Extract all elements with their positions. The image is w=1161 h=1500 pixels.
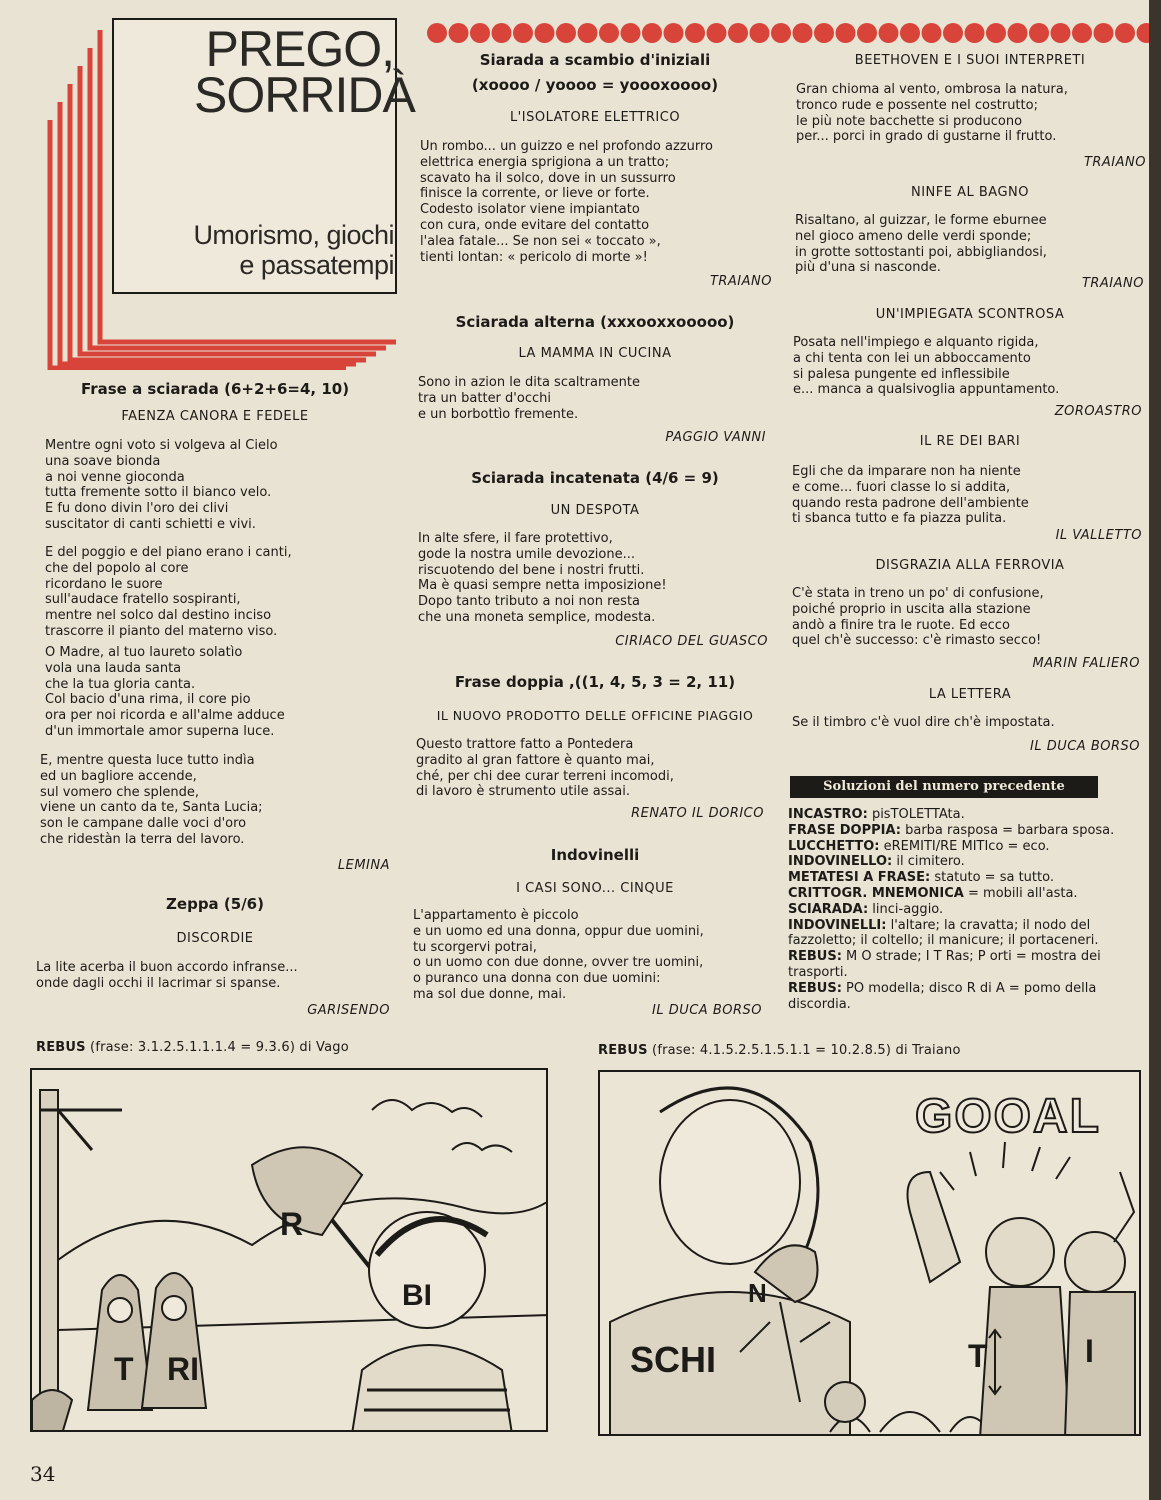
puzzle-subtitle: LA MAMMA IN CUCINA [518, 346, 672, 361]
puzzle-subtitle: L'ISOLATORE ELETTRICO [509, 110, 681, 125]
puzzle-subtitle: IL RE DEI BARI [919, 434, 1021, 449]
rebus2-letter-t: T [968, 1338, 988, 1374]
puzzle-author: PAGGIO VANNI [665, 430, 766, 445]
puzzle-author: TRAIANO [709, 274, 772, 289]
puzzle-subtitle: FAENZA CANORA E FEDELE [121, 409, 309, 424]
solution-label: SCIARADA: [788, 901, 869, 917]
rebus2-drawing [600, 1072, 1141, 1436]
puzzle-subtitle: DISGRAZIA ALLA FERROVIA [875, 558, 1065, 573]
decorative-dot [900, 23, 920, 43]
puzzle-verse: Gran chioma al vento, ombrosa la natura, tronco rude e possente nel costrutto; le più note bacchette si producono per... porci in grado di gustarne il frutto. [796, 82, 1068, 145]
solution-item [788, 839, 1143, 855]
solution-item [788, 854, 1143, 870]
solution-item [788, 918, 1143, 950]
rebus2-word-schi: SCHI [630, 1339, 717, 1380]
solution-label: LUCCHETTO: [788, 838, 880, 854]
logo-box [112, 18, 415, 294]
binding-edge [1149, 0, 1161, 1500]
logo-title-line2: SORRIDÀ [194, 67, 415, 123]
puzzle-title-sciarada-alterna: Sciarada alterna (xxxooxxooooo) [455, 313, 735, 331]
solution-label: INDOVINELLO: [788, 854, 893, 870]
decorative-dot [943, 23, 963, 43]
puzzle-title-sciarada-incatenata: Sciarada incatenata (4/6 = 9) [471, 469, 719, 487]
decorative-dot [470, 23, 490, 43]
solution-text: eREMITI/RE MITIco = eco. [879, 838, 1050, 854]
solution-label: CRITTOGR. MNEMONICA [788, 885, 964, 901]
decorative-dot [1094, 23, 1114, 43]
decorative-dot [556, 23, 576, 43]
decorative-dot [922, 23, 942, 43]
rebus1-caption-text: (frase: 3.1.2.5.1.1.1.4 = 9.3.6) di Vago [85, 1040, 349, 1055]
solution-label: METATESI A FRASE: [788, 870, 931, 886]
solution-item [788, 886, 1143, 902]
decorative-dot [1051, 23, 1071, 43]
rebus2-word-gooal: GOOAL [915, 1090, 1101, 1143]
decorative-dot [535, 23, 555, 43]
puzzle-verse: Risaltano, al guizzar, le forme eburnee nel gioco ameno delle verdi sponde; in grotte sottostanti poi, abbigliandosi, più d'una si nasconde. [795, 213, 1047, 276]
puzzle-title-zeppa: Zeppa (5/6) [166, 895, 264, 913]
solution-text: = mobili all'asta. [963, 885, 1078, 901]
decorative-dot-row [425, 20, 1161, 46]
rebus2-illustration [598, 1070, 1141, 1436]
puzzle-subtitle: DISCORDIE [176, 931, 254, 946]
solutions-list [788, 807, 1143, 1012]
rebus1-label: REBUS [36, 1040, 86, 1055]
solution-label: FRASE DOPPIA: [788, 822, 901, 838]
logo-title [194, 21, 415, 123]
decorative-dot [728, 23, 748, 43]
puzzle-subtitle: IL NUOVO PRODOTTO DELLE OFFICINE PIAGGIO [436, 708, 754, 723]
decorative-dot [685, 23, 705, 43]
puzzle-title-siarada-formula: (xoooo / yoooo = yoooxoooo) [471, 76, 719, 94]
decorative-dot [492, 23, 512, 43]
rebus1-letter-r: R [280, 1206, 304, 1242]
decorative-dot [814, 23, 834, 43]
puzzle-author: IL DUCA BORSO [1029, 739, 1140, 754]
rebus1-drawing [32, 1070, 548, 1432]
puzzle-author: IL DUCA BORSO [651, 1003, 762, 1018]
decorative-dot [1029, 23, 1049, 43]
decorative-dot [879, 23, 899, 43]
solution-label: INDOVINELLI: [788, 917, 887, 933]
solution-label: REBUS: [788, 980, 842, 996]
logo-subtitle [174, 220, 394, 280]
puzzle-title-frase-doppia: Frase doppia ,((1, 4, 5, 3 = 2, 11) [454, 673, 736, 691]
solution-item [788, 902, 1143, 918]
solution-item [788, 807, 1143, 823]
rebus2-label: REBUS [598, 1043, 648, 1058]
puzzle-subtitle: BEETHOVEN E I SUOI INTERPRETI [854, 53, 1086, 68]
puzzle-author: LEMINA [337, 858, 390, 873]
decorative-dot [771, 23, 791, 43]
puzzle-title-frase-sciarada: Frase a sciarada (6+2+6=4, 10) [80, 380, 350, 398]
puzzle-subtitle: UN'IMPIEGATA SCONTROSA [875, 307, 1065, 322]
solutions-heading: Soluzioni del numero precedente [790, 776, 1098, 798]
puzzle-verse: O Madre, al tuo laureto solatìo vola una lauda santa che la tua gloria canta. Col bacio d'una rima, il core pio ora per noi ricorda e all'alme adduce d'un immortale amor superna luce. [45, 645, 285, 739]
puzzle-verse: Sono in azion le dita scaltramente tra un batter d'occhi e un borbottìo fremente. [418, 375, 640, 422]
solution-item [788, 949, 1143, 981]
rebus1-letter-bi: BI [402, 1279, 432, 1312]
puzzle-verse: C'è stata in treno un po' di confusione, poiché proprio in uscita alla stazione andò a finire tra le ruote. Ed ecco quel ch'è successo: c'è rimasto secco! [792, 586, 1044, 649]
decorative-dot [707, 23, 727, 43]
puzzle-verse: Questo trattore fatto a Pontedera gradito al gran fattore è quanto mai, ché, per chi dee curar terreni incomodi, di lavoro è strumento utile assai. [416, 737, 674, 800]
decorative-dot [449, 23, 469, 43]
solution-label: REBUS: [788, 949, 842, 965]
puzzle-title-indovinelli: Indovinelli [550, 846, 640, 864]
decorative-dot [578, 23, 598, 43]
decorative-dot [664, 23, 684, 43]
rebus1-letter-t: T [114, 1351, 134, 1387]
rebus2-caption [598, 1043, 961, 1058]
decorative-dot [793, 23, 813, 43]
solution-text: il cimitero. [892, 854, 965, 870]
decorative-dot [599, 23, 619, 43]
puzzle-subtitle: UN DESPOTA [550, 503, 640, 518]
decorative-dot [642, 23, 662, 43]
puzzle-verse: Egli che da imparare non ha niente e come... fuori classe lo si addita, quando resta padrone dell'ambiente ti sbanca tutto e fa piazza pulita. [792, 464, 1029, 527]
rebus1-illustration [30, 1068, 548, 1432]
puzzle-author: TRAIANO [1081, 276, 1144, 291]
decorative-dot [1008, 23, 1028, 43]
puzzle-subtitle: NINFE AL BAGNO [911, 185, 1029, 200]
puzzle-verse: In alte sfere, il fare protettivo, gode la nostra umile devozione... riscuotendo del bene i nostri frutti. Ma è quasi sempre netta imposizione! Dopo tanto tributo a noi non resta che una moneta semplice, modesta. [418, 531, 667, 625]
puzzle-author: TRAIANO [1083, 155, 1146, 170]
solution-text: barba rasposa = barbara sposa. [900, 822, 1115, 838]
solution-text: l'altare; la cravatta; il nodo del fazzoletto; il coltello; il manicure; il portaceneri. [788, 917, 1099, 949]
puzzle-author: IL VALLETTO [1055, 528, 1142, 543]
logo-title-line1: PREGO, [205, 21, 394, 77]
rebus2-caption-text: (frase: 4.1.5.2.5.1.5.1.1 = 10.2.8.5) di Traiano [647, 1043, 961, 1058]
decorative-dot [750, 23, 770, 43]
decorative-dot [986, 23, 1006, 43]
solution-text: PO modella; disco R di A = pomo della discordia. [788, 980, 1097, 1012]
logo-subtitle-line1: Umorismo, giochi [193, 220, 394, 250]
solution-label: INCASTRO: [788, 807, 868, 822]
rebus2-letter-i: I [1085, 1333, 1094, 1369]
rebus1-letter-ri: RI [167, 1351, 199, 1387]
decorative-dot [513, 23, 533, 43]
decorative-dot [965, 23, 985, 43]
solution-text: pisTOLETTAta. [867, 807, 965, 822]
decorative-dot [836, 23, 856, 43]
page-number: 34 [30, 1462, 56, 1486]
puzzle-title-siarada: Siarada a scambio d'iniziali [479, 51, 711, 69]
puzzle-verse: E, mentre questa luce tutto indìa ed un bagliore accende, sul vomero che splende, viene un canto da te, Santa Lucia; son le campane dalle voci d'oro che ridestàn la terra del lavoro. [40, 753, 263, 847]
puzzle-verse: Un rombo... un guizzo e nel profondo azzurro elettrica energia sprigiona a un tratto; scavato ha il solco, dove in un sussurro finisce la corrente, or lieve or forte. Codesto isolator viene impiantato con cura, onde evitare del contatto l'alea fatale... Se non sei « toccato », tienti lontan: « pericolo di morte »! [420, 139, 713, 265]
puzzle-verse: Se il timbro c'è vuol dire ch'è impostata. [792, 715, 1055, 730]
puzzle-verse: Mentre ogni voto si volgeva al Cielo una soave bionda a noi venne gioconda tutta fremente sotto il bianco velo. E fu dono divin l'oro dei clivi suscitator di canti schietti e vivi. [45, 438, 278, 532]
puzzle-verse: E del poggio e del piano erano i canti, che del popolo al core ricordano le suore sull'audace fratello sospiranti, mentre nel solco dal destino inciso trascorre il pianto del materno viso. [45, 545, 292, 639]
decorative-dot [621, 23, 641, 43]
solution-item [788, 870, 1143, 886]
solution-item [788, 823, 1143, 839]
solution-text: statuto = sa tutto. [930, 870, 1054, 886]
puzzle-author: RENATO IL DORICO [631, 806, 764, 821]
puzzle-author: ZOROASTRO [1054, 404, 1142, 419]
logo-subtitle-line2: e passatempi [239, 250, 394, 280]
decorative-dot [1115, 23, 1135, 43]
puzzle-verse: La lite acerba il buon accordo infranse... onde dagli occhi il lacrimar si spanse. [36, 960, 298, 991]
puzzle-author: GARISENDO [307, 1003, 390, 1018]
decorative-dot [1072, 23, 1092, 43]
rebus1-caption [36, 1040, 349, 1055]
decorative-dot [427, 23, 447, 43]
rebus2-letter-n: N [748, 1278, 767, 1308]
solution-text: M O strade; I T Ras; P orti = mostra dei trasporti. [788, 949, 1101, 980]
puzzle-author: CIRIACO DEL GUASCO [615, 634, 768, 649]
solution-item [788, 981, 1143, 1013]
puzzle-verse: L'appartamento è piccolo e un uomo ed una donna, oppur due uomini, tu scorgervi potrai, o un uomo con due donne, ovver tre uomini, o puranco una donna con due uomini: ma sol due donne, mai. [413, 908, 704, 1002]
solution-text: linci-aggio. [868, 901, 944, 917]
puzzle-subtitle: I CASI SONO... CINQUE [516, 881, 674, 896]
puzzle-verse: Posata nell'impiego e alquanto rigida, a chi tenta con lei un abboccamento si palesa pungente ed inflessibile e... manca a qualsivoglia appuntamento. [793, 335, 1060, 398]
decorative-dot [857, 23, 877, 43]
puzzle-subtitle: LA LETTERA [928, 687, 1012, 702]
puzzle-author: MARIN FALIERO [1032, 656, 1140, 671]
